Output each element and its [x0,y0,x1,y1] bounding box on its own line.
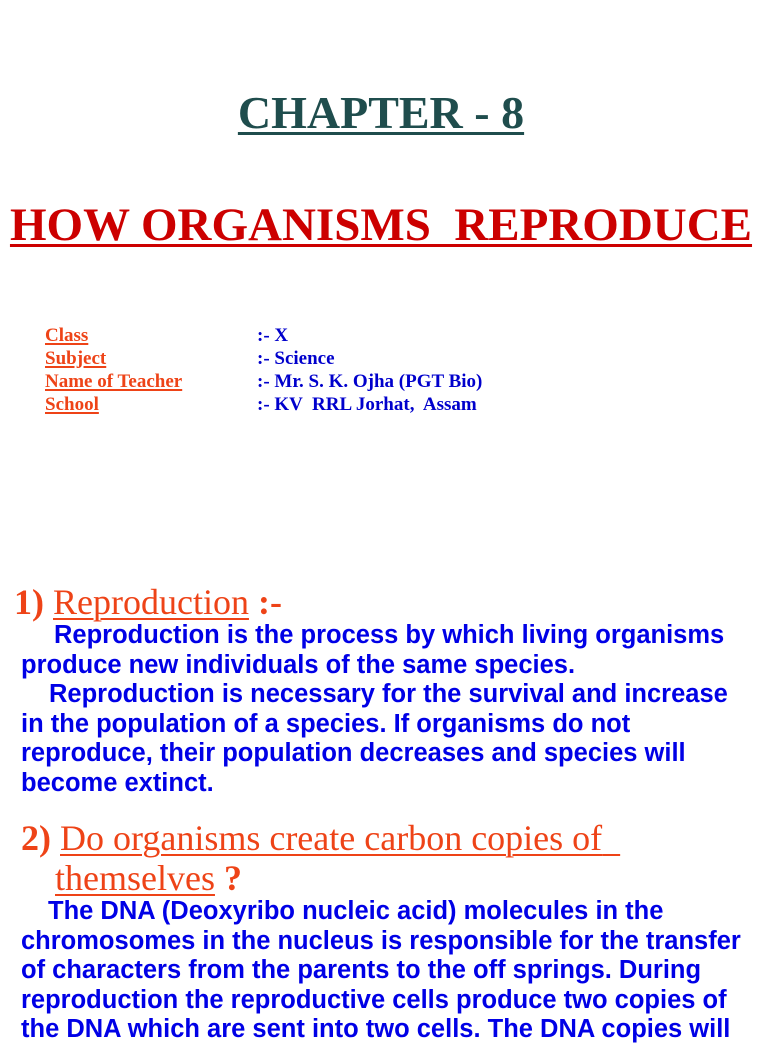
info-label-subject: Subject [45,348,107,369]
text-line: chromosomes in the nucleus is responsible for the transfer [21,926,741,955]
heading-line [21,858,620,898]
text-line: reproduce, their population decreases and species will [21,739,686,768]
info-table [45,324,482,416]
chapter-title: CHAPTER - 8 [237,87,525,138]
heading-line [21,818,620,858]
info-label-class: Class [45,325,89,346]
section-2-heading [21,818,620,898]
info-label-school: School [45,394,99,415]
text-line: Reproduction is necessary for the survival and increase [49,680,728,709]
info-row-school [45,393,482,416]
info-value-teacher: :- Mr. S. K. Ojha (PGT Bio) [257,371,483,392]
info-row-teacher [45,370,482,393]
text-line: become extinct. [21,768,214,797]
text-line: the DNA which are sent into two cells. The DNA copies will [21,1015,731,1044]
section-suffix: :- [257,582,282,622]
info-value-class: :- X [257,325,289,346]
section-title: themselves [55,858,215,898]
section-2-body [21,897,741,1045]
info-value-school: :- KV RRL Jorhat, Assam [257,394,477,415]
main-title: HOW ORGANISMS REPRODUCE [9,199,753,251]
info-label-teacher: Name of Teacher [45,371,183,392]
info-value-subject: :- Science [257,348,335,369]
text-line: in the population of a species. If organisms do not [21,709,631,738]
paragraph [21,621,728,680]
info-row-subject [45,347,482,370]
paragraph [21,680,728,798]
paragraph [21,897,741,1045]
text-line: Reproduction is the process by which living organisms [54,621,725,649]
section-title: Do organisms create carbon copies of [60,818,603,858]
section-suffix: ? [223,858,242,898]
section-number: 2) [21,818,51,858]
info-row-class [45,324,482,347]
text-line: produce new individuals of the same species. [21,650,576,679]
text-line: of characters from the parents to the off springs. During [21,956,702,985]
text-line: reproduction the reproductive cells produce two copies of [21,985,727,1014]
section-1-heading [14,582,282,622]
text-line: The DNA (Deoxyribo nucleic acid) molecules in the [48,897,664,925]
section-1-body [21,621,728,799]
section-number: 1) [14,582,44,622]
section-title: Reproduction [53,582,249,622]
